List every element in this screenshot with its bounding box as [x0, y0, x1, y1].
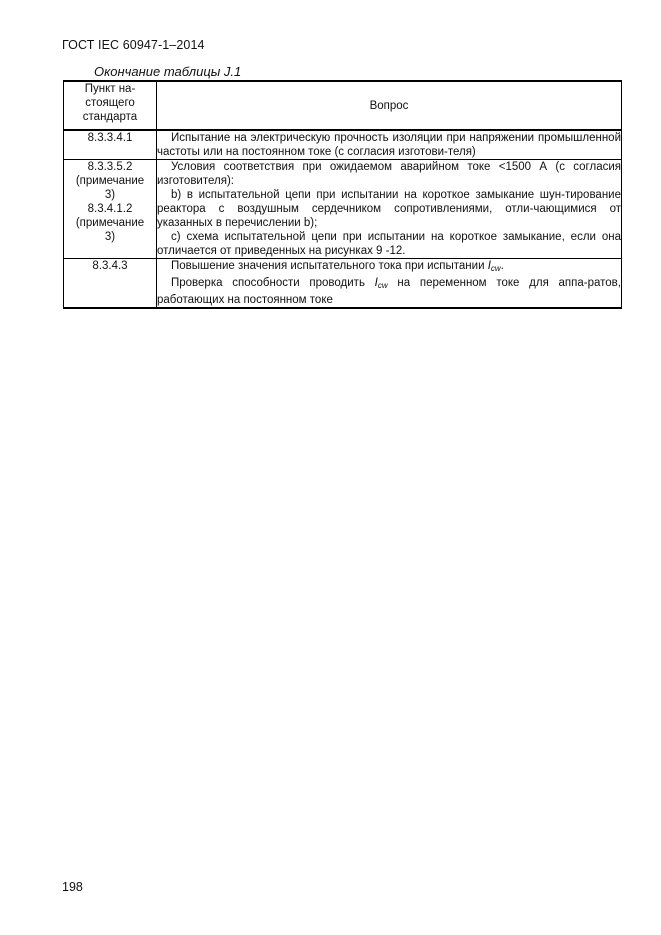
current-symbol-subscript: cw [490, 264, 501, 273]
table-row [64, 160, 622, 259]
question-paragraph: b) в испытательной цепи при испытании на короткое замыкание шун-тирование реактора с воздушным сердечником сопротивлениями, отли-чающимися от указанных в перечислении b); [157, 189, 621, 229]
question-text: на переменном токе для аппа-ратов, работающих на постоянном токе [157, 277, 621, 306]
question-column-header [157, 81, 622, 130]
page-number: 198 [62, 880, 83, 894]
clause-column-header-label: Пункт на- стоящего стандарта [82, 83, 138, 123]
current-symbol-subscript: cw [377, 281, 388, 290]
table-row [64, 259, 622, 309]
clause-cell: 8.3.3.4.1 [64, 130, 157, 160]
table-row [64, 130, 622, 160]
table-header-row [64, 81, 622, 130]
question-paragraph: c) схема испытательной цепи при испытании на короткое замыкание, если она отличается от приведенных на рисунках 9 -12. [157, 231, 621, 257]
question-text-end: . [500, 260, 504, 272]
current-symbol: I [374, 277, 378, 289]
question-paragraph: Условия соответствия при ожидаемом аварийном токе <1500 А (с согласия изготовителя): [157, 161, 621, 187]
question-text: Проверка способности проводить [171, 277, 375, 289]
clause-column-header [64, 81, 157, 130]
question-cell [157, 160, 622, 259]
current-symbol: I [487, 260, 491, 272]
table-caption: Окончание таблицы J.1 [94, 64, 242, 79]
question-column-header-label: Вопрос [369, 99, 409, 112]
clause-cell: 8.3.3.5.2 (примечание 3) 8.3.4.1.2 (примечание 3) [64, 160, 157, 259]
question-paragraph [157, 259, 621, 276]
question-cell [157, 259, 622, 309]
questions-table [63, 80, 622, 309]
question-cell [157, 130, 622, 160]
question-paragraph: Испытание на электрическую прочность изоляции при напряжении промышленной частоты или на постоянном токе (с согласия изготови-теля) [157, 132, 621, 158]
question-paragraph [157, 276, 621, 307]
document-header: ГОСТ IEC 60947-1–2014 [62, 38, 205, 52]
question-text: Повышение значения испытательного тока при испытании [171, 260, 488, 272]
clause-cell: 8.3.4.3 [64, 259, 157, 309]
